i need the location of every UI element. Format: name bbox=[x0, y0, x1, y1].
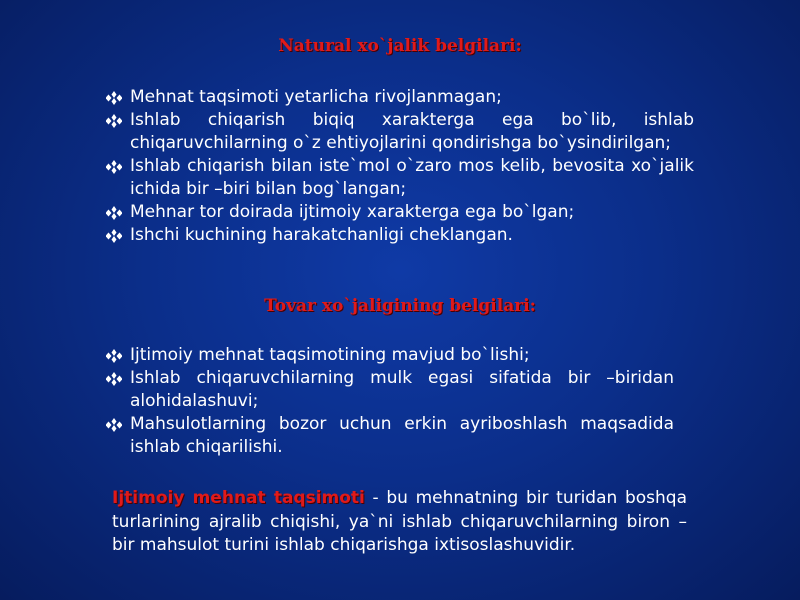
commodity-economy-heading: Tovar xo`jaligining belgilari: bbox=[264, 296, 536, 316]
list-item-text: Ishchi kuchining harakatchanligi cheklangan. bbox=[130, 225, 513, 245]
list-item bbox=[106, 413, 674, 459]
list-item-text: Ishlab chiqarish bilan iste`mol o`zaro mos kelib, bevosita xo`jalik ichida bir –biri bilan bog`langan; bbox=[130, 156, 694, 199]
definition-term: Ijtimoiy mehnat taqsimoti bbox=[112, 488, 365, 508]
commodity-economy-list bbox=[106, 344, 674, 459]
list-item bbox=[106, 109, 694, 155]
definition-text: - bu mehnatning bir turidan boshqa turlarining ajralib chiqishi, ya`ni ishlab chiqaruvchilarning biron – bir mahsulot turini ishlab chiqarishga ixtisoslashuvidir. bbox=[112, 488, 687, 555]
diamond-bullet-icon bbox=[106, 91, 122, 105]
list-item-text: Ishlab chiqarish biqiq xarakterga ega bo`lib, ishlab chiqaruvchilarning o`z ehtiyojlarini qondirishga bo`ysindirilgan; bbox=[130, 110, 694, 153]
diamond-bullet-icon bbox=[106, 418, 122, 432]
list-item bbox=[106, 344, 674, 367]
list-item bbox=[106, 155, 694, 201]
natural-economy-heading: Natural xo`jalik belgilari: bbox=[278, 36, 522, 56]
diamond-bullet-icon bbox=[106, 349, 122, 363]
list-item-text: Ishlab chiqaruvchilarning mulk egasi sifatida bir –biridan alohidalashuvi; bbox=[130, 368, 674, 411]
definition-paragraph bbox=[112, 487, 687, 558]
list-item bbox=[106, 224, 694, 247]
list-item bbox=[106, 201, 694, 224]
diamond-bullet-icon bbox=[106, 372, 122, 386]
list-item-text: Ijtimoiy mehnat taqsimotining mavjud bo`lishi; bbox=[130, 345, 530, 365]
natural-economy-list bbox=[106, 86, 694, 247]
list-item-text: Mehnat taqsimoti yetarlicha rivojlanmagan; bbox=[130, 87, 502, 107]
list-item-text: Mahsulotlarning bozor uchun erkin ayriboshlash maqsadida ishlab chiqarilishi. bbox=[130, 414, 674, 457]
diamond-bullet-icon bbox=[106, 114, 122, 128]
list-item bbox=[106, 367, 674, 413]
list-item bbox=[106, 86, 694, 109]
diamond-bullet-icon bbox=[106, 206, 122, 220]
diamond-bullet-icon bbox=[106, 160, 122, 174]
list-item-text: Mehnar tor doirada ijtimoiy xarakterga ega bo`lgan; bbox=[130, 202, 575, 222]
diamond-bullet-icon bbox=[106, 229, 122, 243]
